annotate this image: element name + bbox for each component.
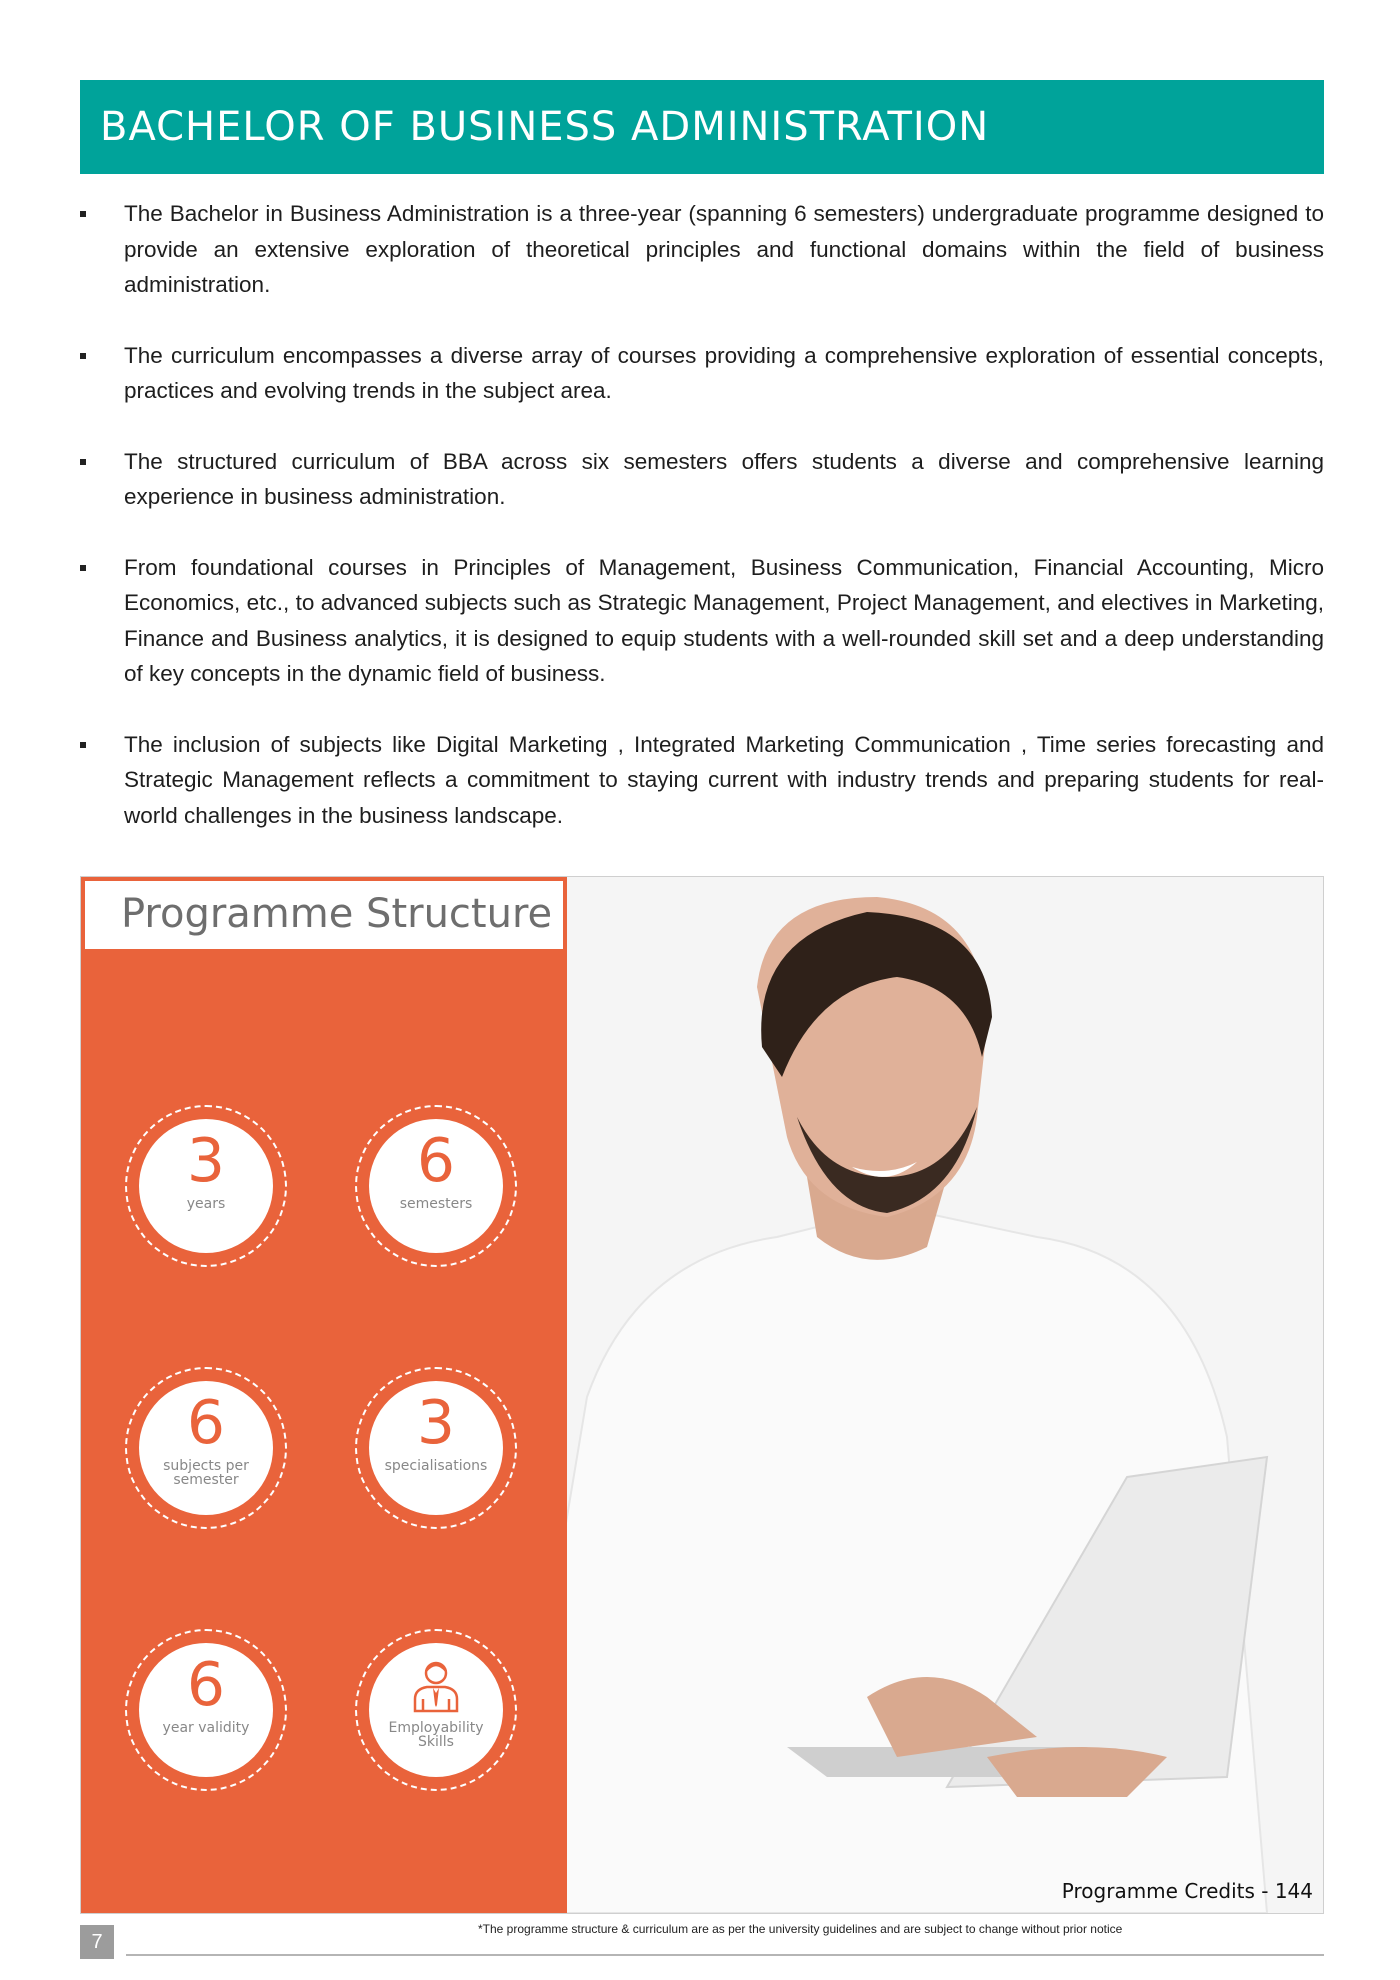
bullet-item bbox=[80, 727, 1324, 834]
stat-value: 6 bbox=[186, 1388, 226, 1458]
bullet-marker bbox=[80, 353, 86, 359]
stat-value: 3 bbox=[416, 1388, 456, 1458]
student-photo bbox=[567, 877, 1323, 1913]
stat-label: subjects per semester bbox=[163, 1458, 249, 1488]
programme-structure-title: Programme Structure bbox=[121, 891, 553, 937]
page-title: BACHELOR OF BUSINESS ADMINISTRATION bbox=[100, 104, 990, 150]
header-bar bbox=[80, 80, 1324, 174]
stat-value: 3 bbox=[186, 1126, 226, 1196]
programme-panel bbox=[80, 876, 1324, 1914]
stat-label: semesters bbox=[399, 1196, 473, 1212]
programme-credits: Programme Credits - 144 bbox=[1061, 1879, 1313, 1903]
bullet-item bbox=[80, 196, 1324, 303]
programme-structure-heading-box bbox=[83, 879, 565, 951]
stat-label: year validity bbox=[162, 1720, 250, 1736]
student-with-laptop-illustration bbox=[567, 877, 1324, 1913]
stat-years bbox=[125, 1105, 287, 1267]
bullet-marker bbox=[80, 742, 86, 748]
bullet-marker bbox=[80, 565, 86, 571]
stat-label: specialisations bbox=[384, 1458, 488, 1474]
stat-semesters bbox=[355, 1105, 517, 1267]
stat-employability-skills bbox=[355, 1629, 517, 1791]
employee-icon bbox=[409, 1657, 463, 1713]
bullet-item bbox=[80, 550, 1324, 692]
stat-year-validity bbox=[125, 1629, 287, 1791]
bullet-text: The inclusion of subjects like Digital Marketing , Integrated Marketing Communication , Time series forecasting and Strategic Management reflects a commitment to staying current with industry trends and preparing students for real-world challenges in the business landscape. bbox=[124, 731, 1324, 828]
stat-label: years bbox=[186, 1196, 226, 1212]
programme-structure-column bbox=[81, 877, 567, 1913]
bullet-text: The curriculum encompasses a diverse array of courses providing a comprehensive exploration of essential concepts, practices and evolving trends in the subject area. bbox=[124, 342, 1324, 403]
bullet-text: The Bachelor in Business Administration is a three-year (spanning 6 semesters) undergraduate programme designed to provide an extensive exploration of theoretical principles and functional domains within the field of business administration. bbox=[124, 201, 1324, 297]
stat-label: Employability Skills bbox=[388, 1720, 484, 1750]
footnote: *The programme structure & curriculum are as per the university guidelines and are subject to change without prior notice bbox=[478, 1922, 1123, 1936]
bullet-list bbox=[80, 196, 1324, 868]
footer-divider bbox=[126, 1954, 1324, 1956]
bullet-item bbox=[80, 338, 1324, 409]
stat-value: 6 bbox=[186, 1650, 226, 1720]
bullet-text: The structured curriculum of BBA across six semesters offers students a diverse and comprehensive learning experience in business administration. bbox=[124, 448, 1324, 509]
stat-value: 6 bbox=[416, 1126, 456, 1196]
bullet-text: From foundational courses in Principles of Management, Business Communication, Financial Accounting, Micro Economics, etc., to advanced subjects such as Strategic Management, Project Management, and electives in Marketing, Finance and Business analytics, it is designed to equip students with a well-rounded skill set and a deep understanding of key concepts in the dynamic field of business. bbox=[124, 554, 1324, 686]
bullet-item bbox=[80, 444, 1324, 515]
page-number: 7 bbox=[80, 1925, 114, 1959]
stat-specialisations bbox=[355, 1367, 517, 1529]
bullet-marker bbox=[80, 211, 86, 217]
bullet-marker bbox=[80, 459, 86, 465]
stat-subjects-per-semester bbox=[125, 1367, 287, 1529]
